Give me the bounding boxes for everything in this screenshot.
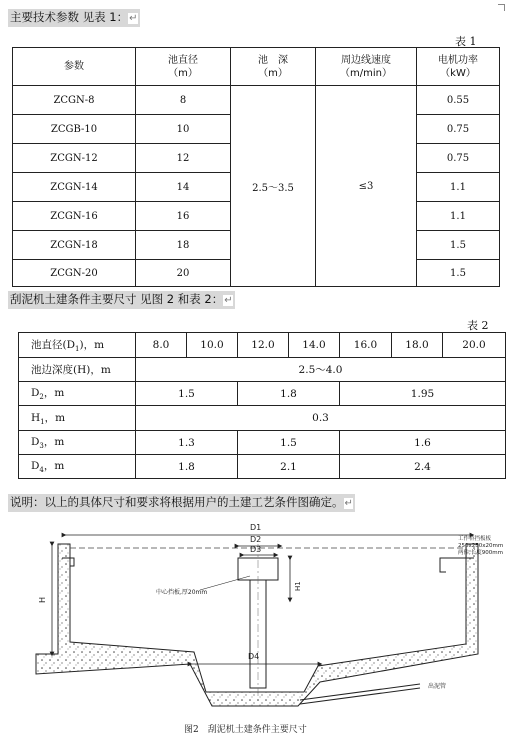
d3-value: 1.6	[340, 431, 506, 455]
note-text-body: 说明：以上的具体尺寸和要求将根据用户的土建工艺条件图确定。	[10, 495, 344, 509]
return-mark-icon: ↵	[224, 295, 233, 306]
h1-row	[19, 406, 506, 431]
d1-value: 10.0	[187, 333, 238, 358]
d4-label: $D_4$，m	[19, 455, 136, 479]
diameter-cell: 20	[136, 260, 231, 287]
model-cell: ZCGN-18	[13, 231, 136, 260]
figure-caption: 图2 刮泥机土建条件主要尺寸	[184, 725, 307, 735]
page-corner-mark	[498, 4, 505, 11]
center-plate-leader	[200, 576, 250, 590]
power-cell: 1.1	[417, 173, 500, 202]
speed-cell: ≤3	[316, 86, 417, 287]
d2-value: 1.95	[340, 382, 506, 406]
model-cell: ZCGN-12	[13, 144, 136, 173]
d2-value: 1.5	[136, 382, 238, 406]
return-mark-icon: ↵	[344, 498, 353, 509]
d1-label-text: D1	[250, 523, 262, 532]
model-cell: ZCGN-14	[13, 173, 136, 202]
section2-heading	[8, 291, 235, 309]
h1-label: $H_1$，m	[19, 406, 136, 431]
header-diameter: 池直径 （m）	[136, 48, 231, 86]
power-cell: 1.1	[417, 202, 500, 231]
h1-label-text: H1	[294, 581, 302, 591]
d3-row	[19, 431, 506, 455]
figure2-diagram	[0, 514, 511, 740]
d2-label: $D_2$，m	[19, 382, 136, 406]
depth-cell: 2.5～3.5	[231, 86, 316, 287]
d4-value: 1.8	[136, 455, 238, 479]
model-cell: ZCGN-20	[13, 260, 136, 287]
table1-label: 表 1	[455, 35, 477, 48]
d1-value: 18.0	[392, 333, 443, 358]
table1-header-row	[13, 48, 500, 86]
d4-row	[19, 455, 506, 479]
d1-label: 池直径$(D_1)$，m	[19, 333, 136, 358]
h1-value: 0.3	[136, 406, 506, 431]
d3-value: 1.3	[136, 431, 238, 455]
note-text	[8, 494, 355, 512]
power-cell: 1.5	[417, 231, 500, 260]
section1-heading	[8, 9, 140, 27]
return-mark-icon: ↵	[129, 13, 138, 24]
outlet-label: 出泥管	[428, 683, 447, 690]
civil-dimensions-table	[18, 332, 506, 479]
header-speed: 周边线速度 （m/min）	[316, 48, 417, 86]
outlet-pipe	[300, 684, 420, 700]
d1-value: 14.0	[289, 333, 340, 358]
h-row	[19, 358, 506, 382]
d2-value: 1.8	[238, 382, 340, 406]
h-label-text: H	[38, 596, 47, 603]
d1-row	[19, 333, 506, 358]
model-cell: ZCGN-8	[13, 86, 136, 115]
h-value: 2.5～4.0	[136, 358, 506, 382]
d2-row	[19, 382, 506, 406]
model-cell: ZCGB-10	[13, 115, 136, 144]
diameter-cell: 14	[136, 173, 231, 202]
diameter-cell: 10	[136, 115, 231, 144]
d3-label: $D_3$，m	[19, 431, 136, 455]
diameter-cell: 16	[136, 202, 231, 231]
d4-label-text: D4	[248, 652, 260, 661]
d1-value: 8.0	[136, 333, 187, 358]
section1-heading-text: 主要技术参数 见表 1：	[10, 10, 129, 24]
table2-label: 表 2	[467, 319, 489, 332]
d1-value: 12.0	[238, 333, 289, 358]
diameter-cell: 12	[136, 144, 231, 173]
diameter-cell: 18	[136, 231, 231, 260]
header-power: 电机功率 （kW）	[417, 48, 500, 86]
section2-heading-text: 刮泥机土建条件主要尺寸 见图 2 和表 2：	[10, 292, 224, 306]
table-row	[13, 86, 500, 115]
power-cell: 0.55	[417, 86, 500, 115]
d1-value: 16.0	[340, 333, 392, 358]
d3-label-text: D3	[250, 545, 262, 554]
d2-label-text: D2	[250, 535, 262, 544]
d3-value: 1.5	[238, 431, 340, 455]
d4-value: 2.4	[340, 455, 506, 479]
header-param: 参数	[13, 48, 136, 86]
header-depth: 池 深 （m）	[231, 48, 316, 86]
power-cell: 1.5	[417, 260, 500, 287]
power-cell: 0.75	[417, 144, 500, 173]
work-bridge-label-1: 工作桥挡板板	[458, 536, 492, 542]
d1-value: 20.0	[443, 333, 506, 358]
center-plate-label: 中心挡板,厚20mm	[156, 589, 208, 596]
h-label: 池边深度(H)，m	[19, 358, 136, 382]
power-cell: 0.75	[417, 115, 500, 144]
d4-value: 2.1	[238, 455, 340, 479]
work-bridge-label-3: 两件,长度900mm	[458, 550, 503, 556]
work-bridge-label-2: 250x250x20mm	[458, 543, 504, 549]
model-cell: ZCGN-16	[13, 202, 136, 231]
tech-params-table	[12, 47, 500, 287]
diameter-cell: 8	[136, 86, 231, 115]
